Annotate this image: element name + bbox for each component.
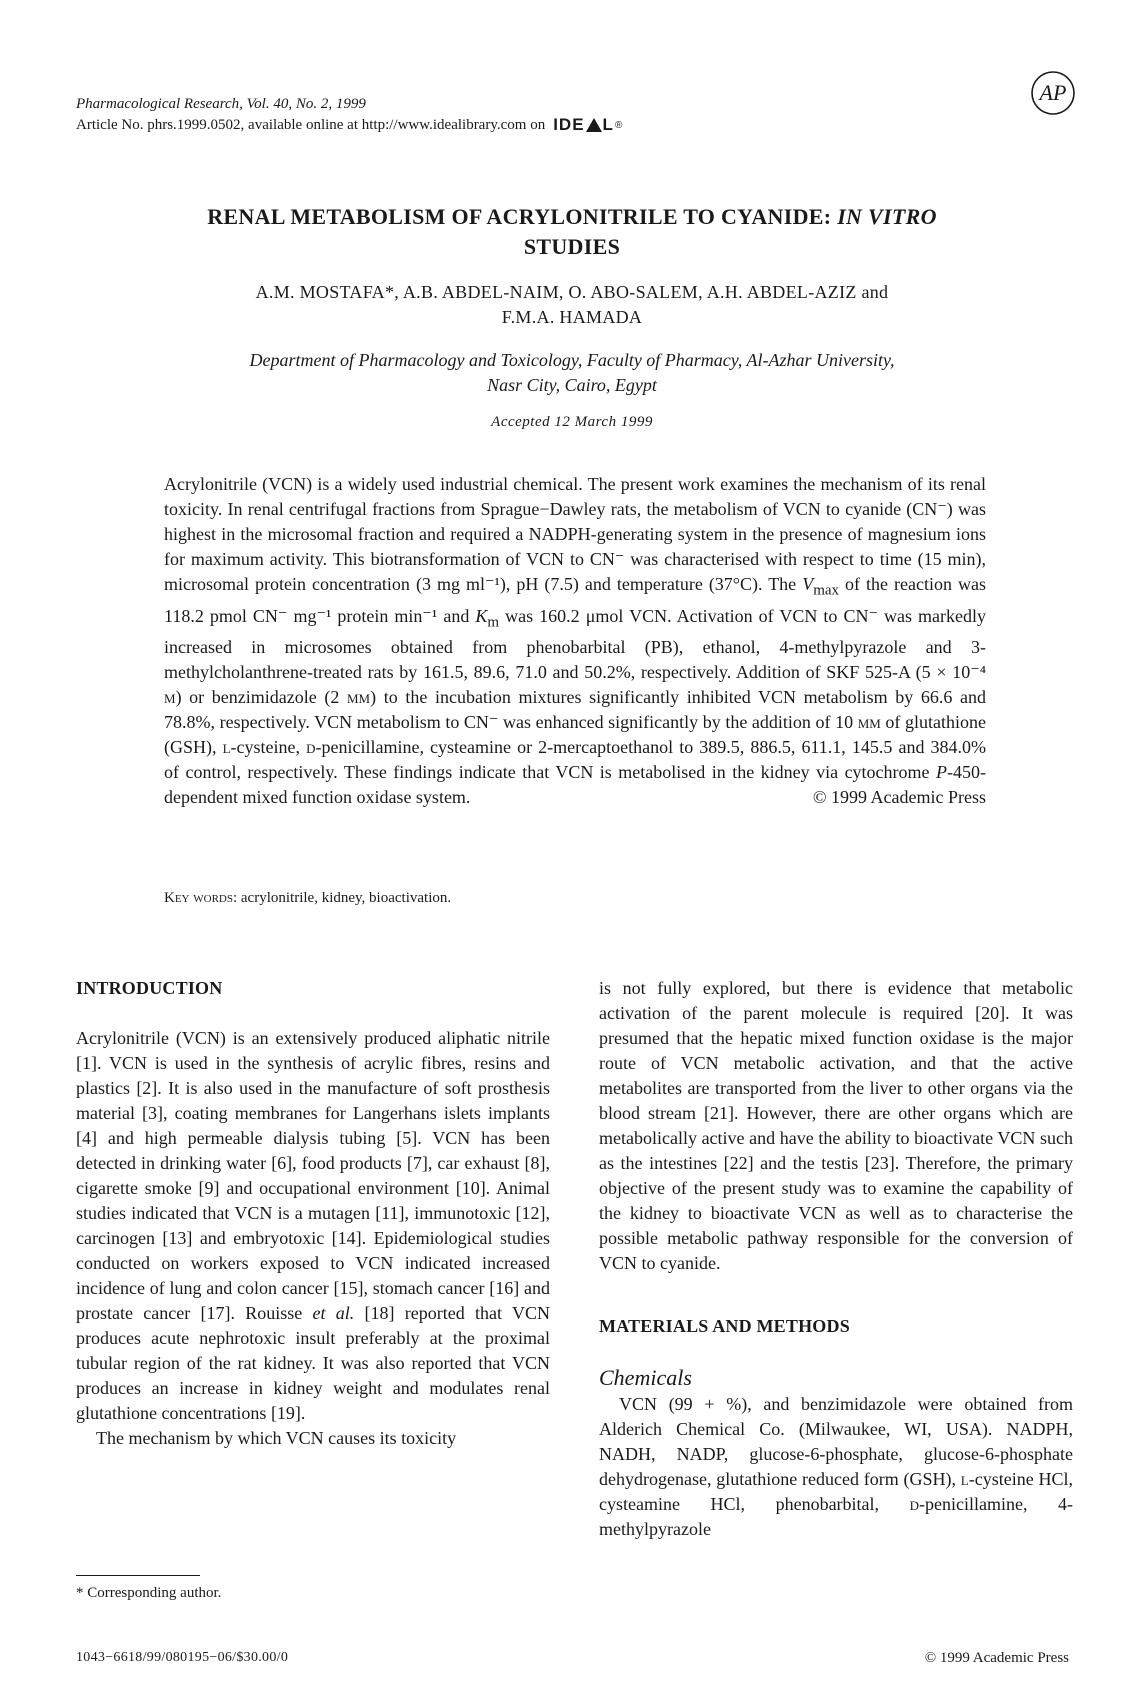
abstract: Acrylonitrile (VCN) is a widely used industrial chemical. The present work examines the mechanism of its renal toxicity. In renal centrifugal fractions from Sprague−Dawley rats, the metabolism of VCN to cyanide (CN⁻) was highest in the microsomal fraction and required a NADPH-generating system in the presence of magnesium ions for maximum activity. This biotransformation of VCN to CN⁻ was characterised with respect to time (15 min), microsomal protein concentration (3 mg ml⁻¹), pH (7.5) and temperature (37°C). The $V_{max}$ of the reaction was 118.2 pmol CN⁻ mg⁻¹ protein min⁻¹ and $K_m$ was 160.2 μmol VCN. Activation of VCN to CN⁻ was markedly increased in microsomes obtained from phenobarbital (PB), ethanol, 4-methylpyrazole and 3-methylcholanthrene-treated rats by 161.5, 89.6, 71.0 and 50.2%, respectively. Addition of SKF 525-A (5 × 10⁻⁴ m) or benzimidazole (2 mm) to the incubation mixtures significantly inhibited VCN metabolism by 66.6 and 78.8%, respectively. VCN metabolism to CN⁻ was enhanced significantly by the addition of 10 mm of glutathione (GSH), l-cysteine, d-penicillamine, cysteamine or 2-mercaptoethanol to 389.5, 886.5, 611.1, 145.5 and 384.0% of control, respectively. These findings indicate that VCN is metabolised in the kidney via cytochrome P-450-dependent mixed function oxidase system. © 1999 Academic Press bbox=[164, 472, 986, 810]
intro-paragraph-2: The mechanism by which VCN causes its toxicity bbox=[96, 1428, 457, 1448]
footnote: * Corresponding author. bbox=[76, 1585, 222, 1601]
intro-paragraph-2-continued: is not fully explored, but there is evidence that metabolic activation of the parent molecule is required [20]. It was presumed that the hepatic mixed function oxidase is the major route of VCN metabolic activation, and that the active metabolites are transported from the liver to other organs via the blood stream [21]. However, there are other organs which are metabolically active and have the ability to bioactivate VCN such as the intestines [22] and the testis [23]. Therefore, the primary objective of the present study was to examine the capability of the kidney to bioactivate VCN as well as to characterise the possible metabolic pathway responsible for the conversion of VCN to cyanide. bbox=[599, 978, 1073, 1273]
abstract-copyright: © 1999 Academic Press bbox=[812, 787, 986, 808]
svg-text:AP: AP bbox=[1039, 80, 1067, 105]
author-list: A.M. MOSTAFA*, A.B. ABDEL-NAIM, O. ABO-SALEM, A.H. ABDEL-AZIZ and F.M.A. HAMADA bbox=[255, 282, 889, 327]
article-info-line bbox=[76, 115, 623, 135]
footer-copyright: © 1999 Academic Press bbox=[924, 1650, 1069, 1666]
article-info: Article No. phrs.1999.0502, available online at http://www.idealibrary.com on bbox=[76, 116, 546, 133]
accepted-date: Accepted 12 March 1999 bbox=[491, 414, 653, 430]
intro-paragraph-1: Acrylonitrile (VCN) is an extensively produced aliphatic nitrile [1]. VCN is used in the synthesis of acrylic fibres, resins and plastics [2]. It is also used in the manufacture of soft prosthesis material [3], coating membranes for Langerhans islets implants [4] and high permeable dialysis tubing [5]. VCN has been detected in drinking water [6], food products [7], car exhaust [8], cigarette smoke [9] and occupational environment [10]. Animal studies indicated that VCN is a mutagen [11], immunotoxic [12], carcinogen [13] and embryotoxic [14]. Epidemiological studies conducted on workers exposed to VCN indicated increased incidence of lung and colon cancer [15], stomach cancer [16] and prostate cancer [17]. Rouisse et al. [18] reported that VCN produces acute nephrotoxic insult preferably at the proximal tubular region of the rat kidney. It was also reported that VCN produces an increase in kidney weight and modulates renal glutathione concentrations [19]. bbox=[76, 1028, 550, 1423]
academic-press-logo-icon bbox=[1030, 70, 1076, 116]
paper-title: RENAL METABOLISM OF ACRYLONITRILE TO CYANIDE: IN VITRO STUDIES bbox=[207, 204, 937, 259]
subsection-heading-chemicals: Chemicals bbox=[599, 1365, 692, 1390]
left-column bbox=[76, 976, 550, 1451]
keywords: Key words: acrylonitrile, kidney, bioactivation. bbox=[164, 890, 452, 906]
section-heading-introduction: INTRODUCTION bbox=[76, 978, 223, 998]
section-heading-materials-methods: MATERIALS AND METHODS bbox=[599, 1316, 850, 1336]
ideal-logo: IDE L ® bbox=[553, 115, 624, 134]
footer-code: 1043−6618/99/080195−06/$30.00/0 bbox=[76, 1650, 289, 1665]
footnote-rule bbox=[76, 1575, 200, 1576]
journal-citation: Pharmacological Research, Vol. 40, No. 2, 1999 bbox=[76, 96, 366, 112]
chemicals-paragraph: VCN (99 + %), and benzimidazole were obtained from Alderich Chemical Co. (Milwaukee, WI, USA). NADPH, NADH, NADP, glucose-6-phosphate, glucose-6-phosphate dehydrogenase, glutathione reduced form (GSH), l-cysteine HCl, cysteamine HCl, phenobarbital, d-penicillamine, 4-methylpyrazole bbox=[599, 1394, 1074, 1539]
affiliation: Department of Pharmacology and Toxicology, Faculty of Pharmacy, Al-Azhar University, Nasr City, Cairo, Egypt bbox=[249, 350, 895, 395]
ideal-triangle-icon bbox=[586, 118, 602, 132]
right-column bbox=[599, 976, 1073, 1542]
